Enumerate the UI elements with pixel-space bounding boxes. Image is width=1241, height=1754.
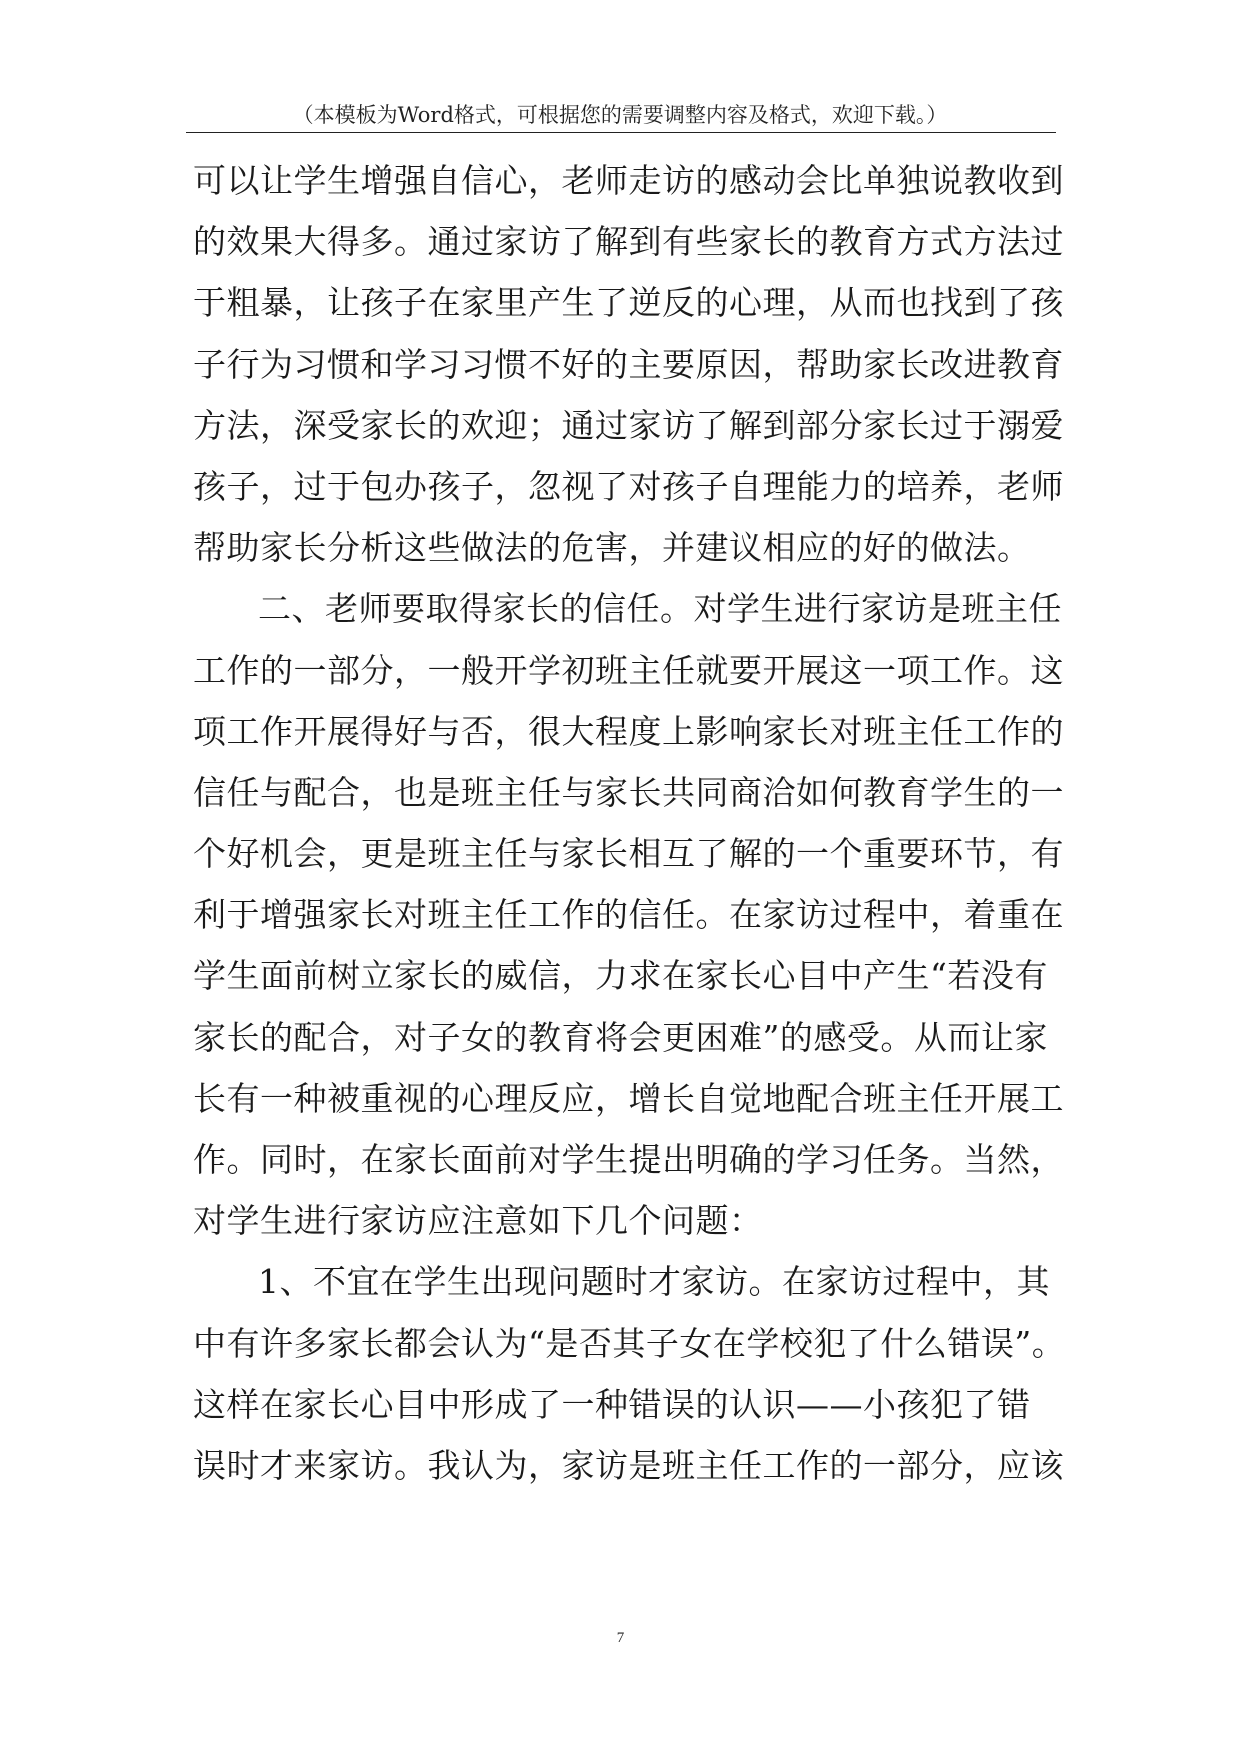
- section-heading-line: 二、老师要取得家长的信任。对学生进行家访是班主任: [258, 589, 1062, 629]
- numbered-item-line: 1、不宜在学生出现问题时才家访。在家访过程中，其: [258, 1262, 1050, 1302]
- body-line: 的效果大得多。通过家访了解到有些家长的教育方式方法过: [193, 222, 1064, 262]
- body-line: 工作的一部分，一般开学初班主任就要开展这一项工作。这: [193, 650, 1064, 690]
- body-line: 中有许多家长都会认为“是否其子女在学校犯了什么错误”。: [193, 1323, 1066, 1363]
- body-line: 个好机会，更是班主任与家长相互了解的一个重要环节，有: [193, 834, 1064, 874]
- body-line: 方法，深受家长的欢迎；通过家访了解到部分家长过于溺爱: [193, 405, 1064, 445]
- body-line: 子行为习惯和学习习惯不好的主要原因，帮助家长改进教育: [193, 344, 1064, 384]
- document-body: [193, 150, 1066, 1496]
- body-line: 学生面前树立家长的威信，力求在家长心目中产生“若没有: [193, 956, 1048, 996]
- body-line: 可以让学生增强自信心，老师走访的感动会比单独说教收到: [193, 161, 1064, 200]
- body-line: 作。同时，在家长面前对学生提出明确的学习任务。当然，: [193, 1140, 1064, 1179]
- body-line: 项工作开展得好与否，很大程度上影响家长对班主任工作的: [193, 711, 1064, 751]
- body-line: 信任与配合，也是班主任与家长共同商洽如何教育学生的一: [193, 772, 1064, 812]
- page-number: 7: [616, 1630, 625, 1646]
- body-line: 这样在家长心目中形成了一种错误的认识——小孩犯了错: [193, 1384, 1031, 1424]
- body-line: 孩子，过于包办孩子，忽视了对孩子自理能力的培养，老师: [193, 466, 1064, 506]
- body-line: 利于增强家长对班主任工作的信任。在家访过程中，着重在: [193, 895, 1064, 935]
- body-line: 长有一种被重视的心理反应，增长自觉地配合班主任开展工: [193, 1078, 1064, 1118]
- page-header-note: （本模板为Word格式，可根据您的需要调整内容及格式，欢迎下载。）: [292, 103, 948, 127]
- body-line: 帮助家长分析这些做法的危害，并建议相应的好的做法。: [193, 528, 1031, 568]
- body-line: 于粗暴，让孩子在家里产生了逆反的心理，从而也找到了孩: [193, 283, 1064, 323]
- header-divider: [186, 132, 1056, 133]
- body-line: 误时才来家访。我认为，家访是班主任工作的一部分，应该: [193, 1445, 1064, 1485]
- body-line: 家长的配合，对子女的教育将会更困难”的感受。从而让家: [193, 1017, 1048, 1057]
- body-line: 对学生进行家访应注意如下几个问题：: [193, 1201, 763, 1241]
